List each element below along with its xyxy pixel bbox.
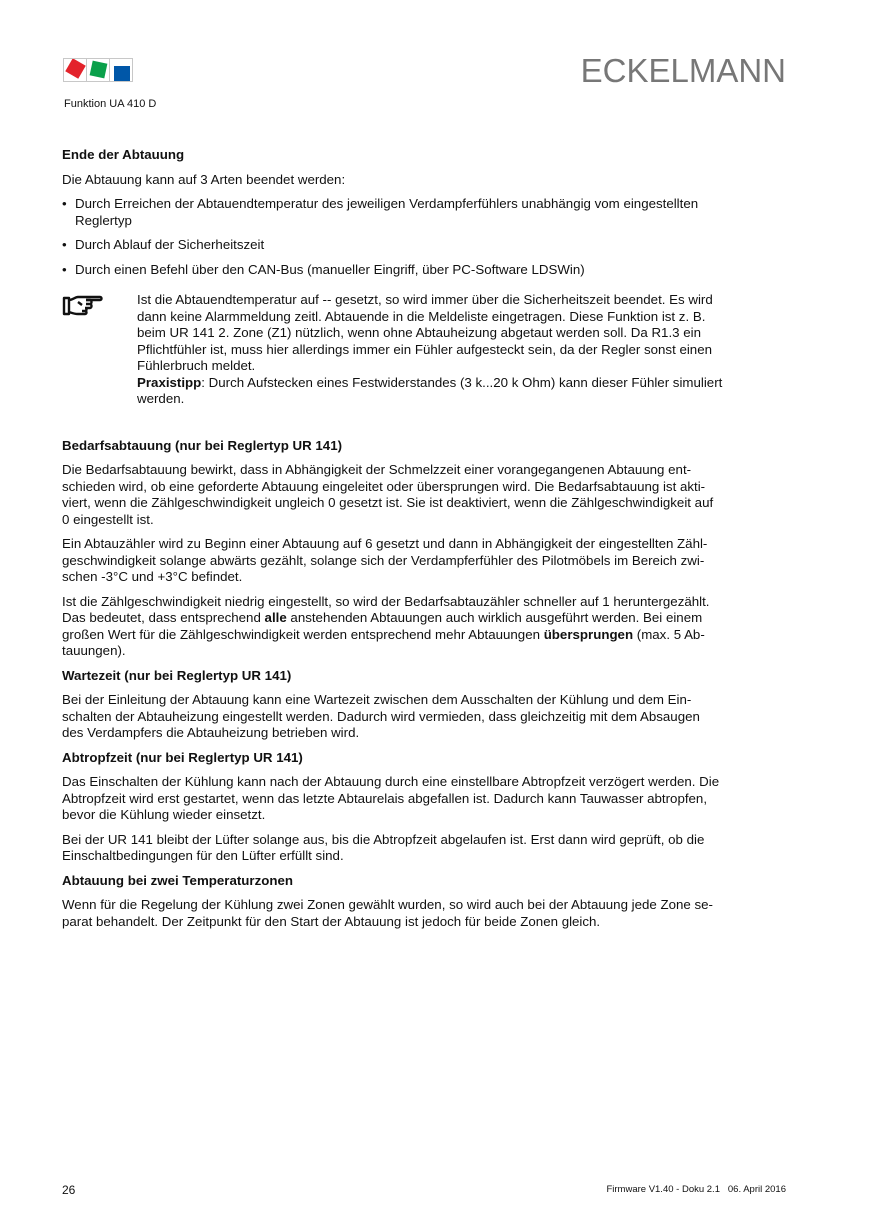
- text-line: Abtropfzeit wird erst gestartet, wenn das letzte Abtaurelais abgefallen ist. Dadurch kann Tauwasser abtropfen,: [62, 790, 708, 806]
- pointing-hand-icon: [62, 294, 106, 318]
- section-heading: Bedarfsabtauung (nur bei Reglertyp UR 141): [62, 437, 343, 453]
- footer-info: Firmware V1.40 - Doku 2.1 06. April 2016: [606, 1184, 786, 1195]
- text-line: Die Bedarfsabtauung bewirkt, dass in Abhängigkeit der Schmelzzeit einer vorangegangenen Abtauung ent-: [62, 462, 692, 477]
- text-line: Ein Abtauzähler wird zu Beginn einer Abtauung auf 6 gesetzt und dann in Abhängigkeit der eingestellten Zähl-: [62, 536, 708, 551]
- paragraph: [62, 897, 792, 930]
- paragraph: [62, 832, 792, 865]
- bold-text: alle: [264, 610, 287, 625]
- company-logo: [63, 58, 132, 82]
- text-line: schieden wird, ob eine geforderte Abtauung eingeleitet oder übersprungen wird. Die Bedarfsabtauung ist akti-: [62, 478, 706, 494]
- text-line: Die Abtauung kann auf 3 Arten beendet werden:: [62, 171, 346, 187]
- text-line: Ist die Abtauendtemperatur auf -- gesetzt, so wird immer über die Sicherheitszeit beendet. Es wird: [137, 292, 713, 307]
- note-box: [62, 292, 792, 408]
- text-segment: Das bedeutet, dass entsprechend: [62, 610, 265, 625]
- text-line: Fühlerbruch meldet.: [137, 358, 256, 373]
- document-subtitle: Funktion UA 410 D: [64, 98, 157, 110]
- bold-text: übersprungen: [543, 626, 634, 642]
- text-segment: (max. 5 Ab-: [633, 626, 705, 642]
- section-heading: Wartezeit (nur bei Reglertyp UR 141): [62, 667, 292, 683]
- section-heading: Abtropfzeit (nur bei Reglertyp UR 141): [62, 749, 303, 765]
- section-heading: Ende der Abtauung: [62, 147, 185, 162]
- text-segment: großen Wert für die Zählgeschwindigkeit werden entsprechend mehr Abtauungen: [62, 626, 544, 642]
- text-line: • Durch Ablauf der Sicherheitszeit: [75, 237, 265, 252]
- paragraph: [62, 172, 792, 189]
- section-heading: Abtauung bei zwei Temperaturzonen: [62, 872, 293, 888]
- text-line: 0 eingestellt ist.: [62, 511, 154, 527]
- text-line: Pflichtfühler ist, muss hier allerdings immer ein Fühler aufgesteckt sein, da der Regler sonst einen: [137, 341, 712, 357]
- text-line: Ist die Zählgeschwindigkeit niedrig eingestellt, so wird der Bedarfsabtauzähler schneller auf 1 heruntergezählt.: [62, 593, 710, 609]
- brand-name: ECKELMANN: [580, 52, 786, 89]
- text-line: • Durch einen Befehl über den CAN-Bus (manueller Eingriff, über PC-Software LDSWin): [75, 261, 585, 277]
- text-line: geschwindigkeit solange abwärts gezählt, solange sich der Verdampferfühler des Pilotmöbels im Bereich zwi-: [62, 552, 705, 568]
- text-line: Reglertyp: [75, 212, 132, 228]
- text-line: tauungen).: [62, 643, 126, 658]
- paragraph: [62, 594, 792, 660]
- text-line: dann keine Alarmmeldung zeitl. Abtauende in die Meldeliste eingetragen. Diese Funktion ist z. B.: [137, 308, 706, 324]
- bullet-item: [62, 237, 792, 254]
- text-line: des Verdampfers die Abtauheizung betrieben wird.: [62, 725, 360, 740]
- bullet-item: [62, 262, 792, 279]
- paragraph: [62, 692, 792, 742]
- text-line: parat behandelt. Der Zeitpunkt für den Start der Abtauung ist jedoch für beide Zonen gleich.: [62, 913, 601, 929]
- text-line: • Durch Erreichen der Abtauendtemperatur des jeweiligen Verdampferfühlers unabhängig vom eingestellten: [75, 196, 699, 211]
- text-line: Bei der Einleitung der Abtauung kann eine Wartezeit zwischen dem Ausschalten der Kühlung und dem Ein-: [62, 692, 692, 707]
- text-line: werden.: [137, 391, 185, 406]
- text-line: [62, 627, 792, 644]
- bold-text: Praxistipp: [137, 374, 202, 390]
- text-line: Das Einschalten der Kühlung kann nach der Abtauung durch eine einstellbare Abtropfzeit verzögert werden. Die: [62, 774, 720, 789]
- blue-square-icon: [114, 66, 130, 82]
- text-line: schalten der Abtauheizung eingestellt werden. Dadurch wird vermieden, dass gleichzeitig mit dem Absaugen: [62, 708, 700, 724]
- red-square-icon: [65, 58, 85, 78]
- text-line: beim UR 141 2. Zone (Z1) nützlich, wenn ohne Abtauheizung abgetaut werden soll. Da R1.3 ein: [137, 325, 701, 340]
- text-line: viert, wenn die Zählgeschwindigkeit ungleich 0 gesetzt ist. Sie ist deaktiviert, wenn die Zählgeschwindigkeit auf: [62, 495, 714, 510]
- page-number: 26: [62, 1183, 76, 1197]
- text-line: schen -3°C und +3°C befindet.: [62, 569, 243, 584]
- text-line: Bei der UR 141 bleibt der Lüfter solange aus, bis die Abtropfzeit abgelaufen ist. Erst dann wird geprüft, ob die: [62, 831, 705, 847]
- text-line: [137, 375, 792, 392]
- text-line: Wenn für die Regelung der Kühlung zwei Zonen gewählt wurden, so wird auch bei der Abtauung jede Zone se-: [62, 897, 713, 912]
- green-square-icon: [90, 61, 108, 79]
- paragraph: [62, 462, 792, 528]
- text-segment: : Durch Aufstecken eines Festwiderstandes (3 k...20 k Ohm) kann dieser Fühler simuliert: [201, 374, 723, 390]
- text-line: Einschaltbedingungen für den Lüfter erfüllt sind.: [62, 848, 344, 863]
- section-gap: [62, 408, 792, 438]
- document-body: [62, 147, 792, 938]
- paragraph: [62, 774, 792, 824]
- text-line: bevor die Kühlung wieder einsetzt.: [62, 807, 266, 822]
- bullet-item: [62, 196, 792, 229]
- text-line: [62, 610, 792, 627]
- text-segment: anstehenden Abtauungen auch wirklich ausgeführt werden. Bei einem: [286, 610, 703, 625]
- paragraph: [62, 536, 792, 586]
